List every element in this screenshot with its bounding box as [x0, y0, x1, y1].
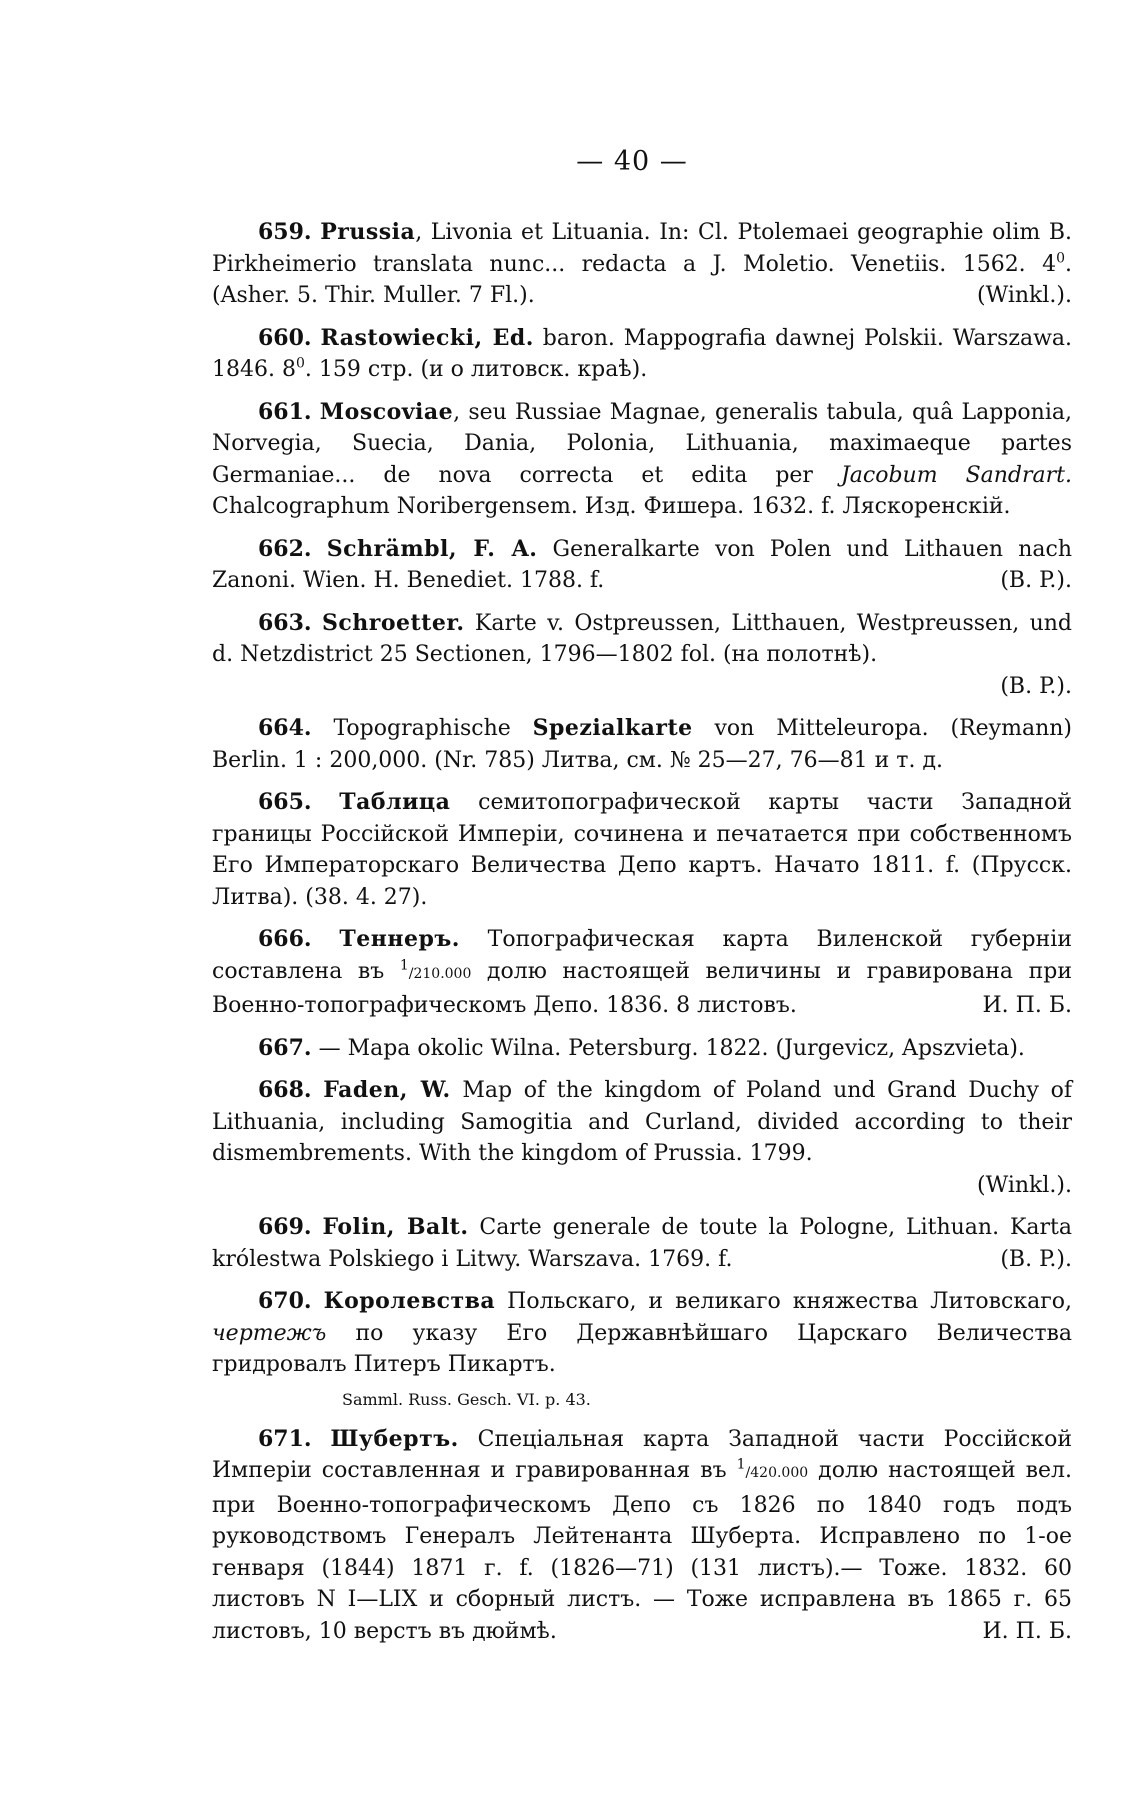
superscript: 0	[1056, 250, 1065, 267]
entry-text: , seu Russiae Magnae, generalis tabula, quâ Lapponia, Norvegia, Suecia, Dania, Polonia, Lithuania, maximaeque partes Germaniae... de nova correcta et edita per	[212, 399, 1072, 488]
entry-number: 662.	[258, 535, 312, 562]
entry-source: И. П. Б.	[982, 993, 1072, 1018]
entry-text: семитопографической карты части Западной границы Россійской Имперіи, сочинена и печатается при собственномъ Его Императорскаго Величества Депо картъ. Начато 1811. f. (Прусск. Литва). (38. 4. 27).	[212, 790, 1072, 910]
entry-source: И. П. Б.	[982, 1618, 1072, 1644]
entry-number: 671.	[258, 1425, 312, 1452]
entry-text: . (Asher. 5. Thir. Muller. 7 Fl.).	[212, 251, 1072, 308]
entry-keyword: Schrämbl, F. A.	[326, 535, 538, 562]
fraction-denominator: /420.000	[745, 1465, 809, 1481]
entry-keyword: Королевства	[323, 1288, 496, 1314]
entry-keyword: Шубертъ.	[330, 1425, 459, 1452]
entry-text: — Mapa okolic Wilna. Petersburg. 1822. (Jurgevicz, Apszvieta).	[311, 1035, 1025, 1061]
entry-keyword: Таблица	[339, 789, 451, 815]
entry-number: 661.	[258, 398, 312, 425]
entry-keyword: Schroetter.	[321, 609, 465, 636]
entry-source: (Winkl.).	[977, 1172, 1072, 1198]
entry-text: долю настоящей величины и гравирована при Военно-топографическомъ Депо. 1836. 8 листовъ.	[212, 958, 1072, 1018]
entry-670-note: Samml. Russ. Gesch. VI. p. 43.	[342, 1389, 591, 1409]
entry-keyword: Rastowiecki, Ed.	[320, 324, 534, 351]
entry-number: 660.	[258, 324, 312, 351]
entry-keyword: Moscoviae	[319, 398, 454, 425]
entry-source: (B. P.).	[1000, 1246, 1072, 1272]
entry-source: (B. P.).	[1000, 568, 1072, 593]
page-number: — 40 —	[576, 146, 688, 177]
entry-667	[212, 1033, 1072, 1065]
fraction-denominator: /210.000	[408, 965, 472, 982]
entry-number: 669.	[258, 1214, 312, 1240]
entry-italic: чертежъ	[212, 1320, 327, 1346]
entry-text: долю настоящей вел. при Военно-топографическомъ Депо съ 1826 по 1840 годъ подъ руководствомъ Генералъ Лейтенанта Шуберта. Исправлено по 1-ое генваря (1844) 1871 г. f. (1826—71) (131 листъ).— Тоже. 1832. 60 листовъ N I—LIX и сборный листъ. — Тоже исправлена въ 1865 г. 65 листовъ, 10 верстъ въ дюймѣ.	[212, 1458, 1072, 1644]
entry-number: 668.	[258, 1077, 312, 1103]
entry-669	[212, 1212, 1072, 1275]
entry-keyword: Folin, Balt.	[322, 1214, 469, 1240]
entry-text: Map of the kingdom of Poland und Grand Duchy of Lithuania, including Samogitia and Curland, divided according to their dismembrements. With the kingdom of Prussia. 1799.	[212, 1078, 1072, 1166]
entry-number: 665.	[258, 789, 312, 815]
entry-number: 659.	[258, 219, 312, 245]
entry-number: 663.	[258, 609, 312, 636]
entry-text: по указу Его Державнѣйшаго Царскаго Величества гридровалъ Питеръ Пикартъ.	[212, 1320, 1072, 1377]
entry-text: Топографическая карта Виленской губерніи составлена въ	[212, 927, 1072, 984]
entry-659	[212, 217, 1072, 312]
entry-text: Karte v. Ostpreussen, Litthauen, Westpreussen, und d. Netzdistrict 25 Sectionen, 1796—1802 fol. (на полотнѣ).	[212, 610, 1072, 667]
entry-661	[212, 397, 1072, 523]
entry-text: von Mitteleuropa. (Reymann) Berlin. 1 : 200,000. (Nr. 785) Литва, см. № 25—27, 76—81 и т. д.	[212, 716, 1072, 773]
entry-keyword: Spezialkarte	[532, 715, 693, 741]
entry-text: Польскаго, и великаго княжества Литовскаго,	[495, 1289, 1072, 1314]
entry-keyword: Prussia	[320, 219, 416, 245]
superscript: 0	[295, 355, 305, 372]
entry-666	[212, 924, 1072, 1022]
entry-number: 670.	[258, 1288, 312, 1314]
entry-660	[212, 323, 1072, 386]
entry-662	[212, 534, 1072, 597]
entry-number: 664.	[258, 715, 312, 741]
entry-number: 666.	[258, 926, 312, 952]
entry-text: Спеціальная карта Западной части Россійской Имперіи составленная и гравированная въ	[212, 1426, 1072, 1483]
entry-text: Topographische	[311, 716, 533, 741]
entry-text: Carte generale de toute la Pologne, Lithuan. Karta królestwa Polskiego i Litwy. Warszava. 1769. f.	[212, 1215, 1072, 1272]
entry-italic: Jacobum Sandrart.	[840, 462, 1072, 488]
entry-text: baron. Mappografia dawnej Polskii. Warszawa. 1846. 8	[212, 325, 1073, 382]
entry-text: Chalcographum Noribergensem. Изд. Фишера. 1632. f. Ляскоренскій.	[212, 494, 1011, 519]
entry-text: , Livonia et Lituania. In: Cl. Ptolemaei geographie olim B. Pirkheimerio translata nunc... redacta a J. Moletio. Venetiis. 1562. 4	[212, 220, 1073, 277]
entry-source: (Winkl.).	[977, 283, 1072, 308]
entry-source: (B. P.).	[1000, 673, 1072, 699]
fraction-numerator: 1	[399, 957, 409, 974]
entry-text: . 159 стр. (и о литовск. краѣ).	[304, 357, 648, 382]
entry-664	[212, 713, 1072, 776]
fraction-numerator: 1	[736, 1456, 746, 1473]
entry-670	[212, 1286, 1072, 1381]
margin-line	[1125, 168, 1126, 1588]
entry-668	[212, 1075, 1072, 1201]
entry-665	[212, 787, 1072, 913]
entry-number: 667.	[258, 1034, 312, 1061]
entry-keyword: Faden, W.	[323, 1077, 451, 1103]
entry-671	[212, 1424, 1072, 1648]
entry-keyword: Теннеръ.	[339, 926, 460, 952]
entry-663	[212, 608, 1072, 703]
entry-text: Generalkarte von Polen und Lithauen nach Zanoni. Wien. H. Benediet. 1788. f.	[212, 536, 1072, 593]
